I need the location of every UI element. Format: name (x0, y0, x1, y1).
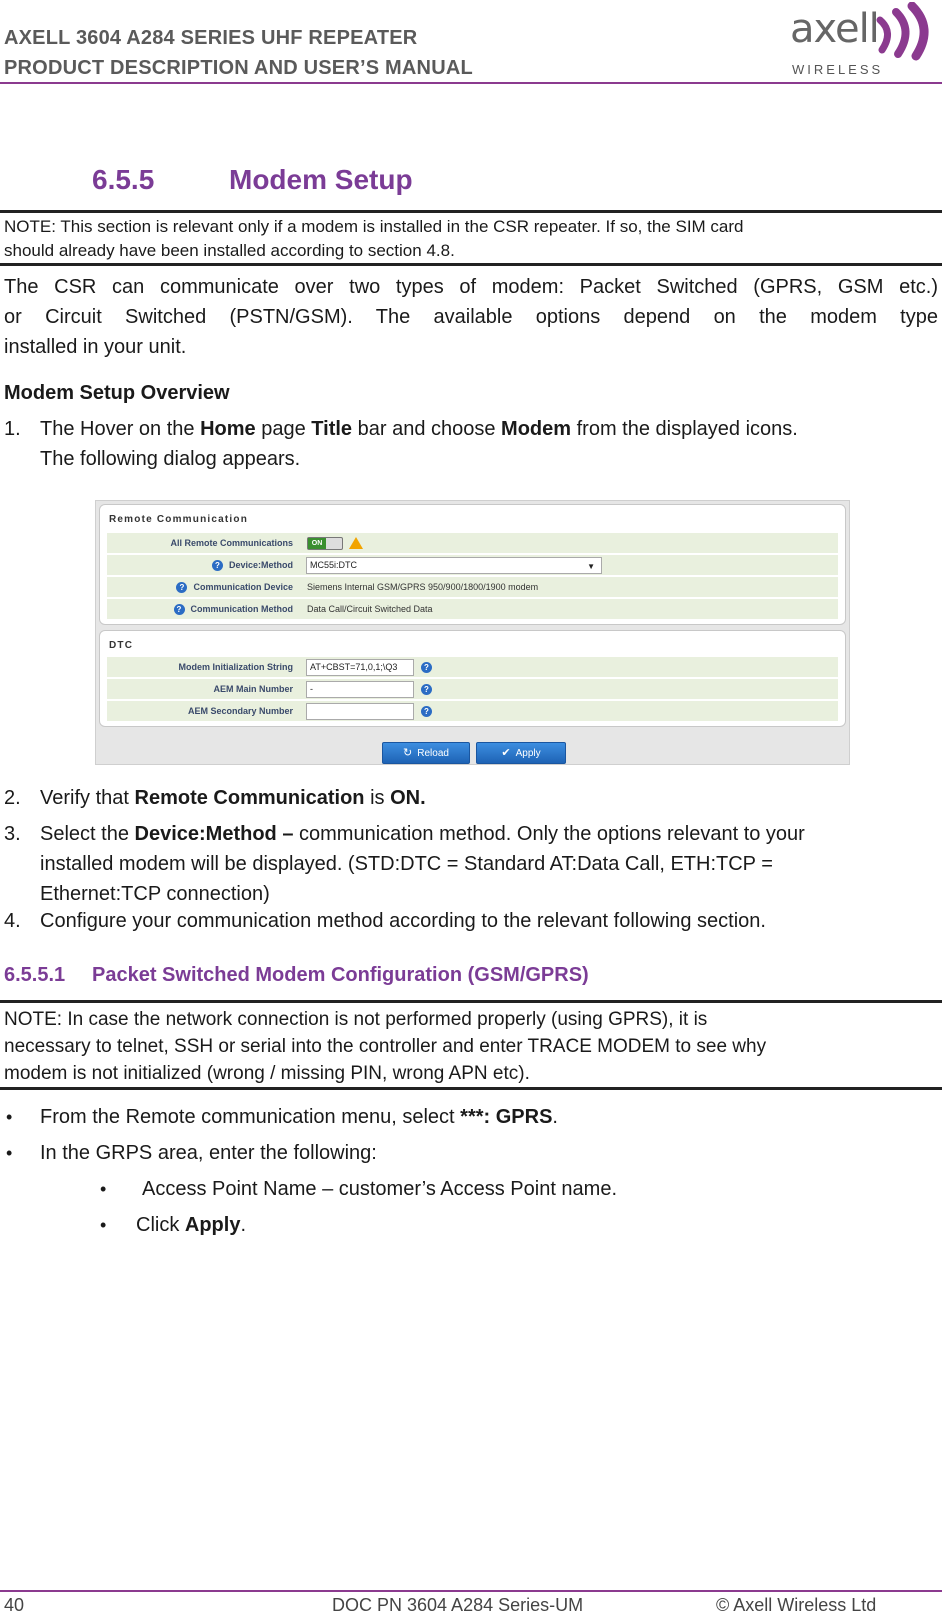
help-icon[interactable]: ? (174, 604, 185, 615)
step-text: is (364, 787, 391, 809)
row-aem-main-number (107, 679, 838, 700)
input-value: AT+CBST=71,0,1;\Q3 (310, 662, 398, 672)
row-aem-secondary-number (107, 701, 838, 722)
panel-title: Remote Communication (109, 514, 249, 525)
step-2-text (40, 783, 940, 813)
bullet-bold: ***: GPRS (460, 1106, 553, 1128)
help-icon[interactable]: ? (176, 582, 187, 593)
panel-title: DTC (109, 640, 134, 651)
bullet-item (136, 1214, 246, 1237)
input-value: - (310, 684, 313, 694)
bullet-text: From the Remote communication menu, select (40, 1106, 461, 1128)
note-line: modem is not initialized (wrong / missing PIN, wrong APN etc). (4, 1063, 530, 1084)
step-text: page (255, 418, 312, 440)
modem-init-string-input[interactable] (306, 659, 414, 676)
step-bold: Device:Method – (134, 823, 294, 845)
row-label: Modem Initialization String (178, 662, 293, 672)
step-number: 2. (4, 787, 21, 809)
row-all-remote-communications (107, 533, 838, 554)
row-label: AEM Main Number (213, 684, 293, 694)
note-line: NOTE: This section is relevant only if a modem is installed in the CSR repeater. If so, the SIM card (4, 217, 744, 236)
subsection-title: Packet Switched Modem Configuration (GSM/GPRS) (92, 964, 589, 986)
checkmark-icon: ✔ (501, 747, 511, 759)
logo-wordmark: axell (790, 6, 879, 52)
help-icon[interactable]: ? (421, 706, 432, 717)
bullet-text: . (552, 1106, 558, 1128)
reload-icon: ↻ (403, 747, 413, 759)
bullet-item: Access Point Name – customer’s Access Point name. (142, 1178, 618, 1200)
page-number: 40 (4, 1595, 25, 1614)
aem-main-number-input[interactable] (306, 681, 414, 698)
dtc-panel (99, 630, 846, 727)
step-text: from the displayed icons. (571, 418, 798, 440)
step-text: installed modem will be displayed. (STD:DTC = Standard AT:Data Call, ETH:TCP = (40, 853, 773, 875)
bullet-item (40, 1106, 558, 1129)
note-line: necessary to telnet, SSH or serial into the controller and enter TRACE MODEM to see why (4, 1036, 767, 1057)
step-text: Ethernet:TCP connection) (40, 883, 270, 905)
step-number: 3. (4, 823, 21, 845)
copyright: © Axell Wireless Ltd (716, 1595, 877, 1614)
logo-swoosh-icon (872, 2, 936, 62)
note-text (4, 1006, 766, 1087)
row-label: All Remote Communications (170, 538, 293, 548)
intro-paragraph (4, 272, 938, 362)
note-box-network (0, 1000, 942, 1090)
row-label (174, 604, 294, 615)
help-icon[interactable]: ? (421, 684, 432, 695)
step-text: Verify that (40, 787, 135, 809)
doc-number: DOC PN 3604 A284 Series-UM (332, 1595, 584, 1614)
step-bold: Title (311, 418, 353, 440)
bullet-text: . (240, 1214, 247, 1236)
bullet-bold: Apply (184, 1214, 241, 1236)
row-communication-device (107, 577, 838, 598)
button-label: Reload (417, 748, 449, 759)
bullet-marker: • (100, 1179, 107, 1199)
step-4-text: Configure your communication method according to the relevant following section. (40, 910, 766, 932)
page-header (0, 0, 942, 84)
row-communication-method (107, 599, 838, 620)
row-label (212, 560, 293, 571)
bullet-marker: • (6, 1143, 13, 1163)
reload-button[interactable] (382, 742, 470, 764)
intro-line: The CSR can communicate over two types of modem: Packet Switched (GPRS, GSM etc.) (4, 276, 938, 298)
section-title: Modem Setup (229, 164, 413, 195)
bullet-marker: • (6, 1107, 13, 1127)
step-3-text (40, 819, 940, 909)
chevron-down-icon: ▼ (587, 562, 595, 571)
row-label-text: Device:Method (228, 560, 293, 570)
remote-communication-panel (99, 504, 846, 625)
step-bold: Remote Communication (134, 787, 365, 809)
note-line: NOTE: In case the network connection is not performed properly (using GPRS), it is (4, 1009, 708, 1030)
step-text: The following dialog appears. (40, 448, 301, 470)
header-title-line2: PRODUCT DESCRIPTION AND USER’S MANUAL (4, 57, 473, 79)
row-label: AEM Secondary Number (187, 706, 293, 716)
step-1-text (40, 414, 940, 474)
step-text: communication method. Only the options relevant to your (293, 823, 805, 845)
aem-secondary-number-input[interactable] (306, 703, 414, 720)
header-divider (0, 82, 942, 84)
subsection-number: 6.5.5.1 (4, 964, 66, 986)
note-box-sim (0, 210, 942, 266)
warning-icon (349, 537, 363, 549)
logo-subtitle: WIRELESS (792, 62, 884, 77)
intro-line: or Circuit Switched (PSTN/GSM). The available options depend on the modem type (4, 306, 938, 328)
intro-line: installed in your unit. (4, 336, 187, 358)
row-modem-init-string (107, 657, 838, 678)
header-title-line1: AXELL 3604 A284 SERIES UHF REPEATER (4, 27, 418, 49)
row-value: Data Call/Circuit Switched Data (307, 604, 433, 614)
row-label-text: Communication Method (190, 604, 293, 614)
step-bold: Modem (501, 418, 572, 440)
remote-comm-toggle[interactable] (307, 537, 343, 550)
row-label-text: Communication Device (193, 582, 293, 592)
bullet-marker: • (100, 1215, 107, 1235)
step-bold: ON. (390, 787, 426, 809)
remote-communication-dialog (95, 500, 850, 765)
section-heading (92, 164, 413, 196)
overview-heading: Modem Setup Overview (4, 382, 230, 404)
button-label: Apply (515, 748, 541, 759)
step-number: 4. (4, 910, 21, 932)
row-value: Siemens Internal GSM/GPRS 950/900/1800/1900 modem (307, 582, 539, 592)
step-text: bar and choose (352, 418, 502, 440)
step-bold: Home (200, 418, 256, 440)
toggle-on-label: ON (308, 538, 326, 549)
apply-button[interactable] (476, 742, 566, 764)
select-value: MC55i:DTC (310, 560, 358, 570)
step-text: Select the (40, 823, 135, 845)
help-icon[interactable]: ? (421, 662, 432, 673)
bullet-item: In the GRPS area, enter the following: (40, 1142, 377, 1164)
axell-logo (786, 2, 936, 82)
help-icon[interactable]: ? (212, 560, 223, 571)
section-number: 6.5.5 (92, 164, 155, 195)
row-device-method (107, 555, 838, 576)
subsection-heading (4, 964, 589, 987)
footer-divider (0, 1590, 942, 1592)
row-label (176, 582, 293, 593)
device-method-select[interactable] (306, 557, 602, 574)
bullet-text: Click (136, 1214, 185, 1236)
step-text: The Hover on the (40, 418, 201, 440)
step-number: 1. (4, 418, 21, 440)
note-line: should already have been installed according to section 4.8. (4, 241, 455, 260)
